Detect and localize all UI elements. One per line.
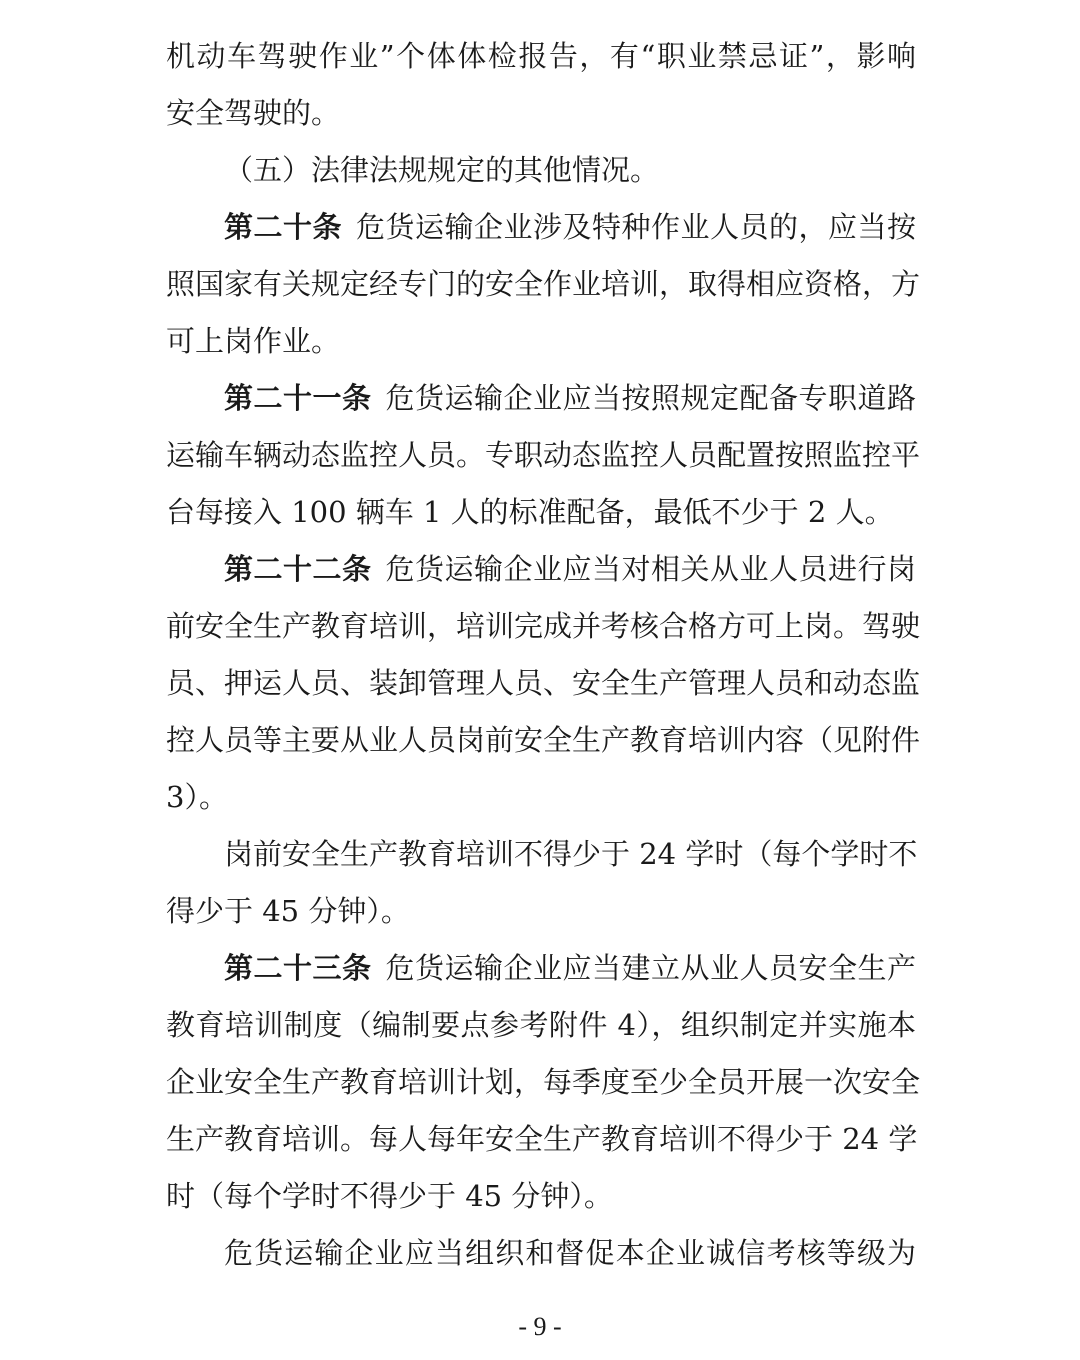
text-line: 企业安全生产教育培训计划，每季度至少全员开展一次安全 bbox=[166, 1065, 921, 1099]
text-line: 得少于 45 分钟）。 bbox=[166, 894, 410, 928]
text-line: 机动车驾驶作业”个体体检报告，有“职业禁忌证”，影响 bbox=[166, 39, 916, 73]
text-line: 前安全生产教育培训，培训完成并考核合格方可上岗。驾驶 bbox=[166, 609, 921, 643]
text-line: 3）。 bbox=[166, 780, 228, 814]
text-line: 危货运输企业应当组织和督促本企业诚信考核等级为 bbox=[224, 1236, 916, 1270]
text-line: 教育培训制度（编制要点参考附件 4），组织制定并实施本 bbox=[166, 1008, 916, 1042]
article-first-line bbox=[166, 199, 916, 256]
text-line: （五）法律法规规定的其他情况。 bbox=[224, 153, 660, 187]
page-number: - 9 - bbox=[518, 1312, 562, 1341]
text-line: 运输车辆动态监控人员。专职动态监控人员配置按照监控平 bbox=[166, 438, 921, 472]
document-page bbox=[166, 28, 921, 1282]
text-line: 照国家有关规定经专门的安全作业培训，取得相应资格，方 bbox=[166, 267, 921, 301]
article-text: 危货运输企业涉及特种作业人员的，应当按 bbox=[356, 210, 916, 244]
article-title: 第二十条 bbox=[224, 210, 342, 244]
text-line: 可上岗作业。 bbox=[166, 324, 341, 358]
text-line: 时（每个学时不得少于 45 分钟）。 bbox=[166, 1179, 613, 1213]
article-text: 危货运输企业应当对相关从业人员进行岗 bbox=[385, 552, 916, 586]
article-first-line bbox=[166, 370, 916, 427]
article-title: 第二十二条 bbox=[224, 552, 372, 586]
article-text: 危货运输企业应当按照规定配备专职道路 bbox=[385, 381, 916, 415]
text-line: 安全驾驶的。 bbox=[166, 96, 341, 130]
text-line: 岗前安全生产教育培训不得少于 24 学时（每个学时不 bbox=[224, 837, 918, 871]
text-line: 生产教育培训。每人每年安全生产教育培训不得少于 24 学 bbox=[166, 1122, 918, 1156]
article-title: 第二十一条 bbox=[224, 381, 372, 415]
text-line: 控人员等主要从业人员岗前安全生产教育培训内容（见附件 bbox=[166, 723, 921, 757]
text-line: 员、押运人员、装卸管理人员、安全生产管理人员和动态监 bbox=[166, 666, 921, 700]
article-text: 危货运输企业应当建立从业人员安全生产 bbox=[385, 951, 916, 985]
article-first-line bbox=[166, 541, 916, 598]
article-title: 第二十三条 bbox=[224, 951, 372, 985]
article-first-line bbox=[166, 940, 916, 997]
text-line: 台每接入 100 辆车 1 人的标准配备，最低不少于 2 人。 bbox=[166, 495, 894, 529]
